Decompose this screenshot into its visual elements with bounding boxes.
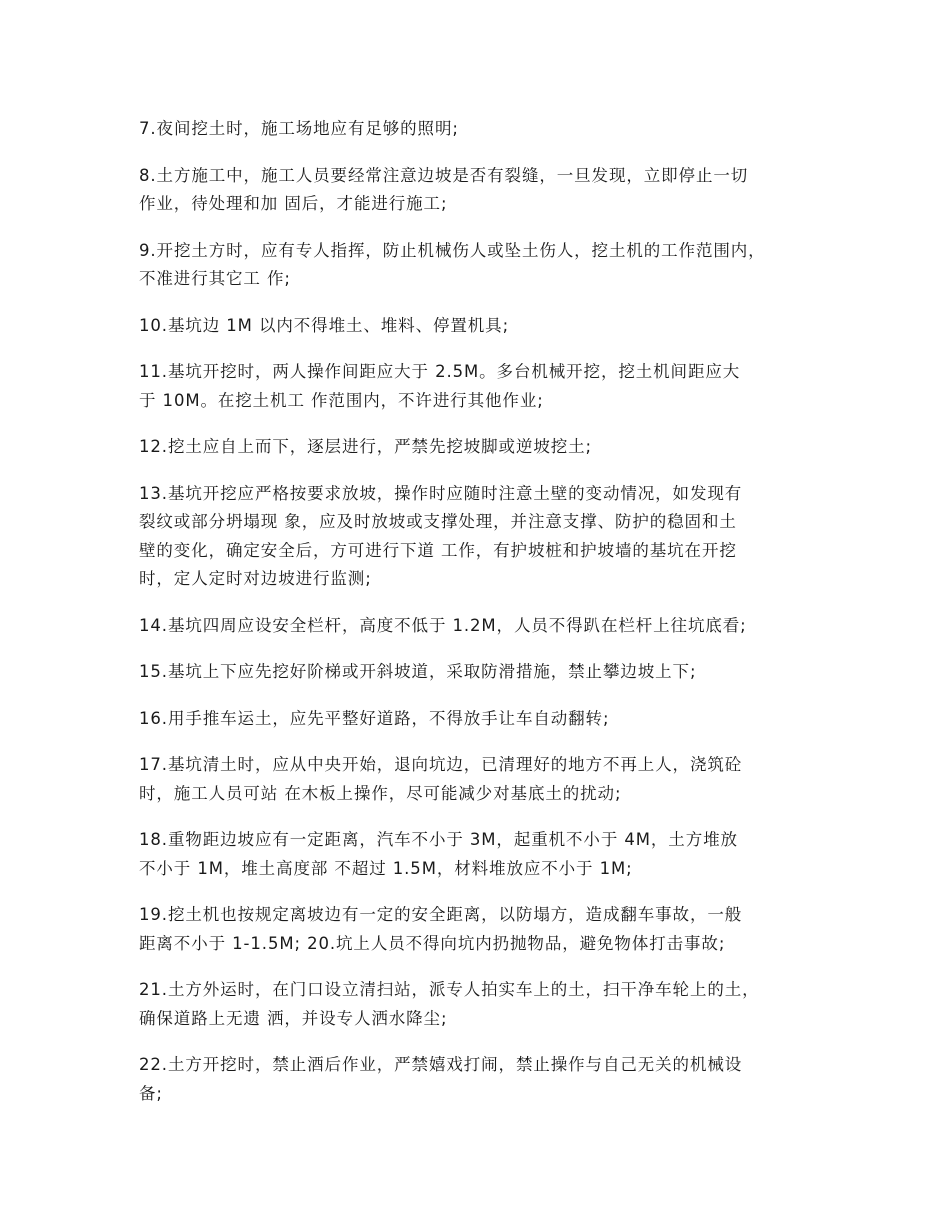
paragraph <box>139 826 839 883</box>
paragraph <box>139 976 839 1033</box>
text-line: 13.基坑开挖应严格按要求放坡，操作时应随时注意土壁的变动情况，如发现有 <box>139 483 743 503</box>
paragraph <box>139 115 839 144</box>
paragraph <box>139 312 839 341</box>
text-line: 9.开挖土方时，应有专人指挥，防止机械伤人或坠土伤人，挖土机的工作范围内， <box>139 240 766 260</box>
text-line: 距离不小于 1-1.5M; 20.坑上人员不得向坑内扔抛物品，避免物体打击事故; <box>139 933 726 953</box>
text-line: 于 10M。在挖土机工 作范围内，不许进行其他作业; <box>139 390 544 410</box>
text-line: 14.基坑四周应设安全栏杆，高度不低于 1.2M，人员不得趴在栏杆上往坑底看; <box>139 615 747 635</box>
paragraph <box>139 162 839 219</box>
paragraph <box>139 901 839 958</box>
text-line: 8.土方施工中，施工人员要经常注意边坡是否有裂缝，一旦发现，立即停止一切 <box>139 165 749 185</box>
text-line: 17.基坑清土时，应从中央开始，退向坑边，已清理好的地方不再上人，浇筑砼 <box>139 755 743 774</box>
paragraph <box>139 751 839 808</box>
text-line: 22.土方开挖时，禁止酒后作业，严禁嬉戏打闹，禁止操作与自己无关的机械设 <box>139 1055 743 1074</box>
text-line: 15.基坑上下应先挖好阶梯或开斜坡道，采取防滑措施，禁止攀边坡上下; <box>139 662 697 681</box>
text-line: 18.重物距边坡应有一定距离，汽车不小于 3M，起重机不小于 4M，土方堆放 <box>139 830 738 849</box>
text-line: 壁的变化，确定安全后，方可进行下道 工作，有护坡桩和护坡墙的基坑在开挖 <box>139 540 737 560</box>
paragraph <box>139 658 839 687</box>
text-line: 时，施工人员可站 在木板上操作，尽可能减少对基底土的扰动; <box>139 783 622 803</box>
paragraph <box>139 612 839 641</box>
paragraph <box>139 358 839 415</box>
paragraph <box>139 705 839 734</box>
text-line: 备; <box>139 1083 163 1103</box>
text-line: 12.挖土应自上而下，逐层进行，严禁先挖坡脚或逆坡挖土; <box>139 437 592 456</box>
paragraph <box>139 480 839 594</box>
text-line: 11.基坑开挖时，两人操作间距应大于 2.5M。多台机械开挖，挖土机间距应大 <box>139 362 741 381</box>
text-line: 不小于 1M，堆土高度部 不超过 1.5M，材料堆放应不小于 1M; <box>139 858 633 878</box>
text-line: 时，定人定时对边坡进行监测; <box>139 569 372 588</box>
paragraph <box>139 237 839 294</box>
text-line: 21.土方外运时，在门口设立清扫站，派专人拍实车上的土，扫干净车轮上的土， <box>139 980 760 999</box>
text-line: 7.夜间挖土时，施工场地应有足够的照明; <box>139 119 459 138</box>
text-line: 确保道路上无遗 洒，并设专人洒水降尘; <box>139 1008 448 1028</box>
text-line: 10.基坑边 1M 以内不得堆土、堆料、停置机具; <box>139 315 510 335</box>
text-line: 不准进行其它工 作; <box>139 269 291 288</box>
text-line: 裂纹或部分坍塌现 象，应及时放坡或支撑处理，并注意支撑、防护的稳固和土 <box>139 512 737 531</box>
text-line: 16.用手推车运土，应先平整好道路，不得放手让车自动翻转; <box>139 708 610 728</box>
text-line: 作业，待处理和加 固后，才能进行施工; <box>139 194 448 213</box>
text-line: 19.挖土机也按规定离坡边有一定的安全距离，以防塌方，造成翻车事故，一般 <box>139 905 743 924</box>
document-page <box>139 115 839 1126</box>
paragraph <box>139 1051 839 1108</box>
paragraph <box>139 433 839 462</box>
